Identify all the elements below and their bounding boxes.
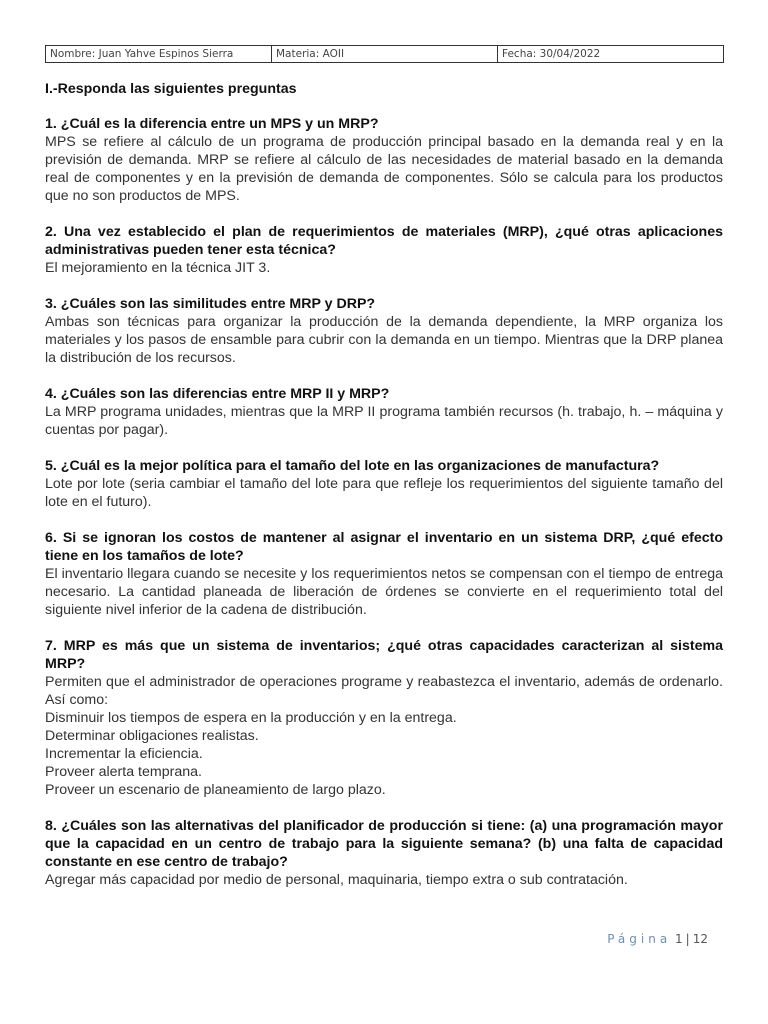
question-3: 3. ¿Cuáles son las similitudes entre MRP y DRP?: [45, 296, 376, 312]
answer-7-line: Disminuir los tiempos de espera en la producción y en la entrega.: [45, 710, 457, 726]
question-8: 8. ¿Cuáles son las alternativas del planificador de producción si tiene: (a) una programación mayor que la capacidad en un centro de trabajo para la siguiente semana? (b) una falta de capacidad constante en ese centro de trabajo?: [45, 818, 723, 870]
question-4: 4. ¿Cuáles son las diferencias entre MRP II y MRP?: [45, 386, 390, 402]
page-separator: |: [685, 932, 690, 946]
question-block-6: [45, 529, 723, 619]
total-pages: 12: [692, 932, 708, 946]
answer-7-line: Proveer un escenario de planeamiento de largo plazo.: [45, 782, 386, 798]
question-block-1: [45, 115, 723, 205]
header-table: [45, 45, 724, 63]
question-block-2: [45, 223, 723, 277]
answer-4: La MRP programa unidades, mientras que la MRP II programa también recursos (h. trabajo, h. – máquina y cuentas por pagar).: [45, 404, 723, 438]
section-title: I.-Responda las siguientes preguntas: [45, 81, 297, 97]
page-label: Página: [607, 932, 672, 946]
question-5: 5. ¿Cuál es la mejor política para el tamaño del lote en las organizaciones de manufactura?: [45, 458, 660, 474]
answer-5: Lote por lote (seria cambiar el tamaño del lote para que refleje los requerimientos del siguiente tamaño del lote en el futuro).: [45, 476, 723, 510]
subject: Materia: AOII: [272, 46, 498, 63]
page-footer: [607, 932, 708, 946]
question-block-4: [45, 385, 723, 439]
question-block-8: [45, 817, 723, 889]
answer-7: Permiten que el administrador de operaciones programe y reabastezca el inventario, además de ordenarlo. Así como:: [45, 674, 723, 708]
question-7: 7. MRP es más que un sistema de inventarios; ¿qué otras capacidades caracterizan al sistema MRP?: [45, 638, 723, 672]
question-block-5: [45, 457, 723, 511]
question-block-3: [45, 295, 723, 367]
page-number: 1: [675, 932, 683, 946]
answer-6: El inventario llegara cuando se necesite y los requerimientos netos se compensan con el tiempo de entrega necesario. La cantidad planeada de liberación de órdenes se convierte en el requerimiento total del siguiente nivel inferior de la cadena de distribución.: [45, 566, 723, 618]
answer-7-line: Incrementar la eficiencia.: [45, 746, 203, 762]
student-name: Nombre: Juan Yahve Espinos Sierra: [46, 46, 272, 63]
question-block-7: [45, 637, 723, 799]
answer-7-line: Proveer alerta temprana.: [45, 764, 202, 780]
question-1: 1. ¿Cuál es la diferencia entre un MPS y un MRP?: [45, 116, 379, 132]
document-body: [45, 80, 723, 907]
date: Fecha: 30/04/2022: [498, 46, 724, 63]
answer-2: El mejoramiento en la técnica JIT 3.: [45, 260, 271, 276]
answer-3: Ambas son técnicas para organizar la producción de la demanda dependiente, la MRP organiza los materiales y los pasos de ensamble para cubrir con la demanda en un tiempo. Mientras que la DRP planea la distribución de los recursos.: [45, 314, 723, 366]
question-6: 6. Si se ignoran los costos de mantener al asignar el inventario en un sistema DRP, ¿qué efecto tiene en los tamaños de lote?: [45, 530, 723, 564]
answer-7-line: Determinar obligaciones realistas.: [45, 728, 259, 744]
answer-8: Agregar más capacidad por medio de personal, maquinaria, tiempo extra o sub contratación.: [45, 872, 628, 888]
answer-1: MPS se refiere al cálculo de un programa de producción principal basado en la demanda real y en la previsión de demanda. MRP se refiere al cálculo de las necesidades de material basado en la demanda real de componentes y en la previsión de demanda de componentes. Sólo se calcula para los productos que no son productos de MPS.: [45, 134, 723, 204]
question-2: 2. Una vez establecido el plan de requerimientos de materiales (MRP), ¿qué otras aplicaciones administrativas pueden tener esta técnica?: [45, 224, 723, 258]
